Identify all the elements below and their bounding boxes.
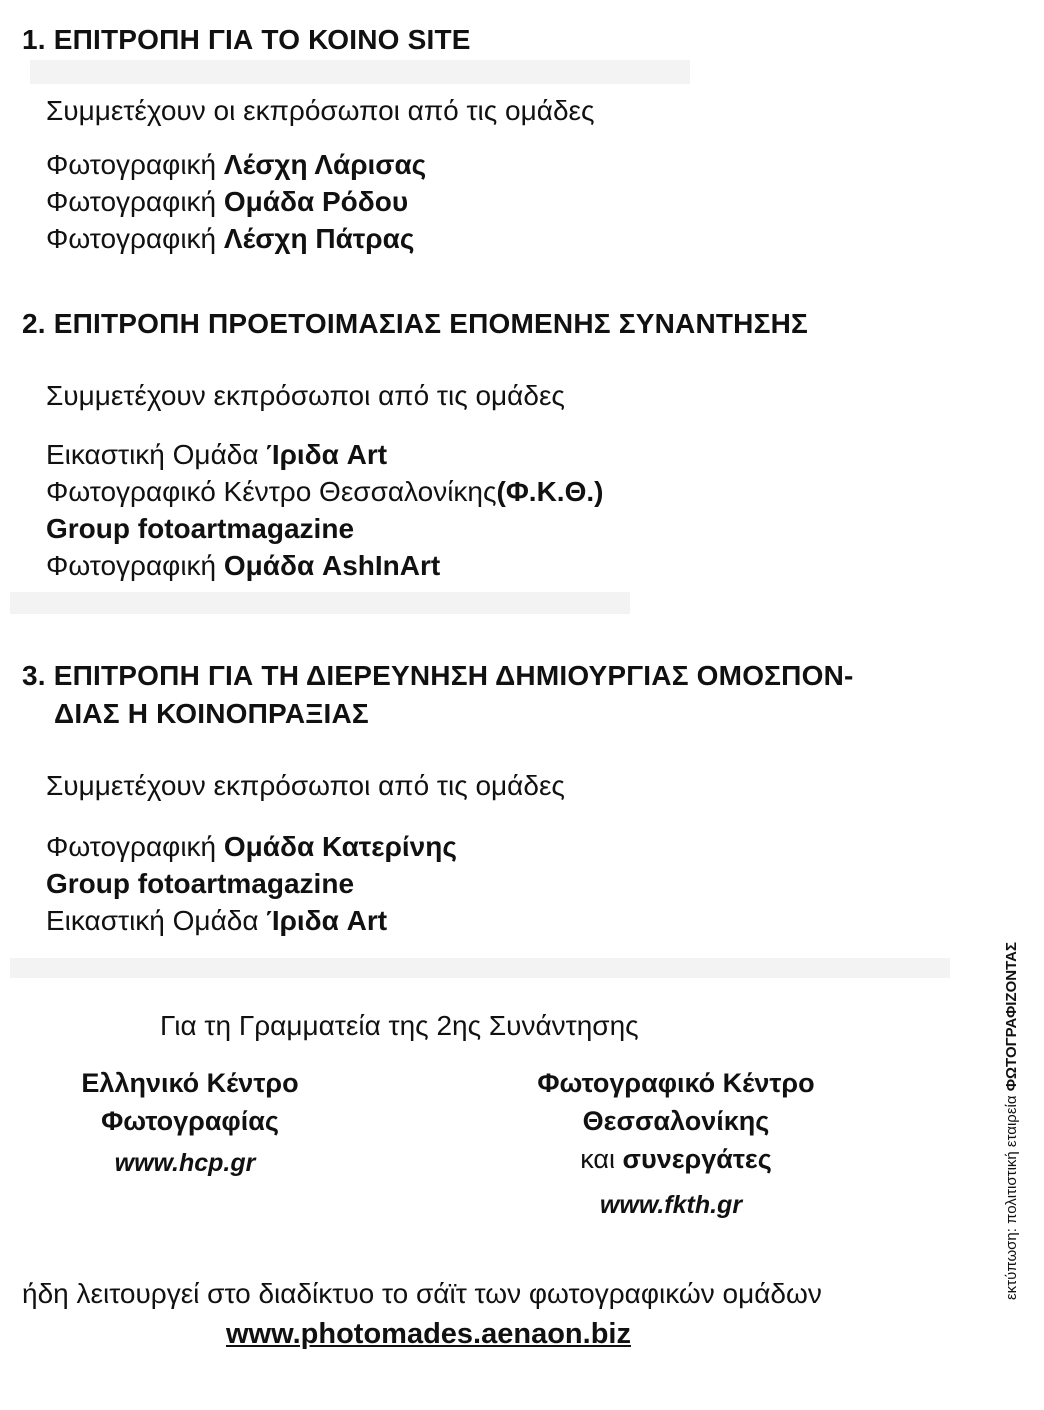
- committee-3-heading-cont: ΔΙΑΣ Η ΚΟΙΝΟΠΡΑΞΙΑΣ: [54, 698, 369, 729]
- list-item: Φωτογραφική Λέσχη Λάρισας: [46, 149, 427, 180]
- org-name-line: Φωτογραφίας: [101, 1106, 279, 1136]
- scan-smudge: [30, 60, 690, 84]
- committee-3-heading: 3. ΕΠΙΤΡΟΠΗ ΓΙΑ ΤΗ ΔΙΕΡΕΥΝΗΣΗ ΔΗΜΙΟΥΡΓΙΑΣ ΟΜΟΣΠΟΝ-: [22, 660, 854, 691]
- committee-3-members: [46, 828, 457, 939]
- list-item: Φωτογραφική Ομάδα Κατερίνης: [46, 831, 457, 862]
- secretariat-right-org: [506, 1064, 846, 1224]
- secretariat-title: Για τη Γραμματεία της 2ης Συνάντησης: [160, 1010, 639, 1041]
- committee-1-members: [46, 146, 426, 257]
- committee-2-members: [46, 436, 603, 584]
- list-item: Φωτογραφική Ομάδα AshInArt: [46, 550, 441, 581]
- fkth-link[interactable]: www.fkth.gr: [599, 1191, 743, 1219]
- committee-1-heading: 1. ΕΠΙΤΡΟΠΗ ΓΙΑ ΤΟ ΚΟΙΝΟ SITE: [22, 24, 471, 55]
- committee-3-intro: Συμμετέχουν εκπρόσωποι από τις ομάδες: [46, 770, 565, 801]
- list-item: Εικαστική Ομάδα Ίριδα Art: [46, 439, 388, 470]
- org-name-line: Φωτογραφικό Κέντρο: [537, 1068, 815, 1098]
- printer-credit: εκτύπωση: πολιτιστική εταιρεία ΦΩΤΟΓΡΑΦΙΖΟΝΤΑΣ: [1003, 942, 1020, 1300]
- list-item: Group fotoartmagazine: [46, 868, 355, 899]
- scan-smudge: [10, 958, 950, 978]
- secretariat-left-org: [40, 1064, 340, 1182]
- list-item: Φωτογραφική Λέσχη Πάτρας: [46, 223, 415, 254]
- list-item: Φωτογραφική Ομάδα Ρόδου: [46, 186, 409, 217]
- list-item: Group fotoartmagazine: [46, 513, 355, 544]
- committee-2-heading: 2. ΕΠΙΤΡΟΠΗ ΠΡΟΕΤΟΙΜΑΣΙΑΣ ΕΠΟΜΕΝΗΣ ΣΥΝΑΝΤΗΣΗΣ: [22, 308, 809, 339]
- org-name-line: και συνεργάτες: [580, 1144, 772, 1174]
- org-name-line: Ελληνικό Κέντρο: [81, 1068, 299, 1098]
- footer-text: ήδη λειτουργεί στο διαδίκτυο το σάϊτ των φωτογραφικών ομάδων: [22, 1278, 822, 1309]
- scan-smudge: [10, 592, 630, 614]
- list-item: Εικαστική Ομάδα Ίριδα Art: [46, 905, 388, 936]
- hcp-link[interactable]: www.hcp.gr: [114, 1149, 256, 1177]
- committee-2-intro: Συμμετέχουν εκπρόσωποι από τις ομάδες: [46, 380, 565, 411]
- org-name-line: Θεσσαλονίκης: [582, 1106, 770, 1136]
- committee-1-intro: Συμμετέχουν οι εκπρόσωποι από τις ομάδες: [46, 95, 595, 126]
- photomades-link[interactable]: www.photomades.aenaon.biz: [226, 1318, 631, 1350]
- list-item: Φωτογραφικό Κέντρο Θεσσαλονίκης(Φ.Κ.Θ.): [46, 476, 604, 507]
